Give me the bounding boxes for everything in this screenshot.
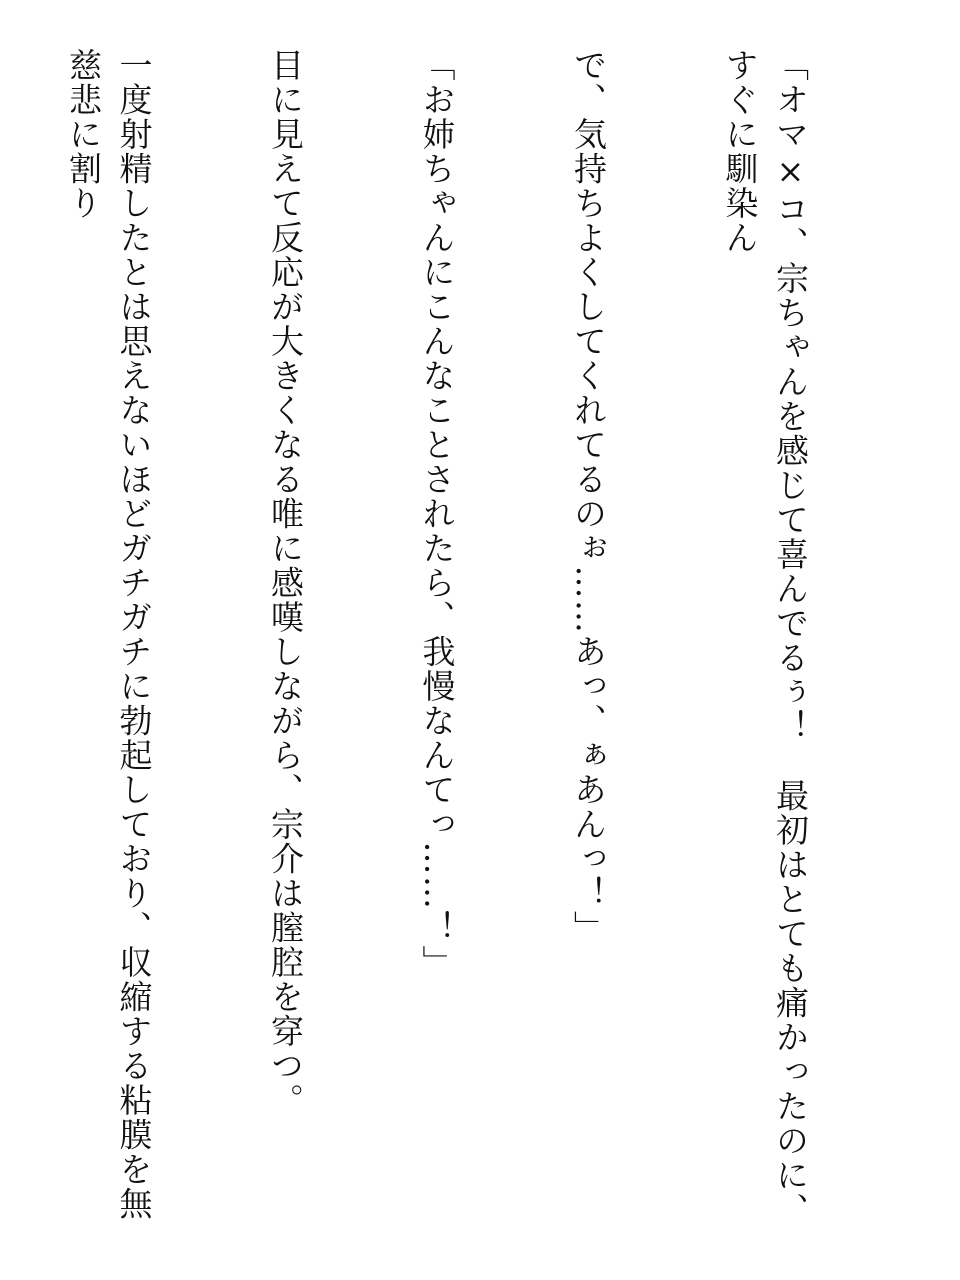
text-line-2: で、気持ちよくしてくれてるのぉ……あっ、ぁあんっ！」 — [569, 48, 608, 945]
text-line-3: 「お姉ちゃんにこんなことされたら、我慢なんてっ……！」 — [417, 48, 457, 980]
text-line-4: 目に見えて反応が大きくなる唯に感嘆しながら、宗介は膣腔を穿つ。 — [266, 48, 305, 1118]
vertical-text-body — [0, 48, 916, 1238]
text-line-5: 一度射精したとは思えないほどガチガチに勃起しており、収縮する粘膜を無慈悲に割り — [64, 48, 154, 1221]
text-line-1: 「オマ×コ、宗ちゃんを感じて喜んでるぅ！ 最初はとても痛かったのに、すぐに馴染ん — [720, 48, 810, 1227]
